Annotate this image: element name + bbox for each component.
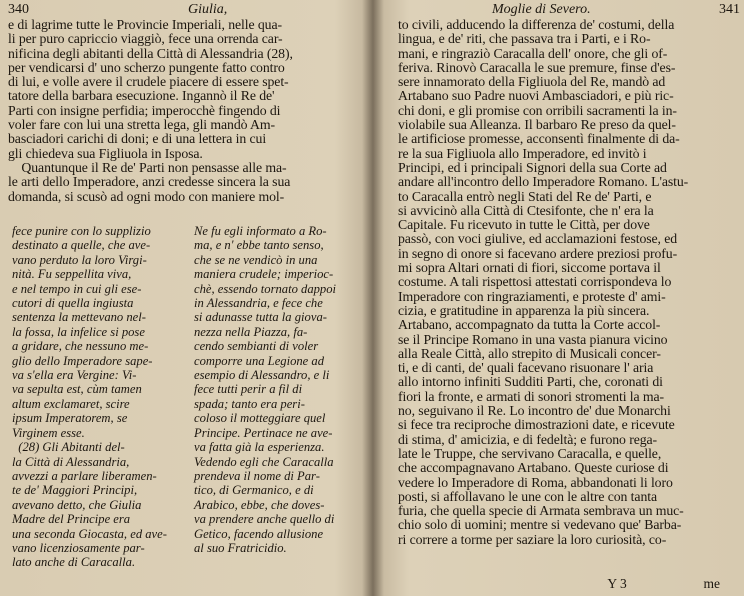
left-page-number: 340 xyxy=(8,2,29,17)
left-footnote-column-2: Ne fu egli informato a Ro- ma, e n' ebbe tanto senso, che se ne vendicò in una maniera crudele; imperioc- chè, essendo tornato dappoi in Alessandria, e fece che si adunasse tutta la giova- nezza nella Piazza, fa- cendo sembianti di voler comporre una Legione ad esempio di Alessandro, e li fece tutti perir a fil di spada; tanto era peri- coloso il motteggiare quel Principe. Pertinace ne ave- va fatta già la esperienza. Vedendo egli che Caracalla prendeva il nome di Par- tico, di Germanico, e di Arabico, ebbe, che doves- va prendere anche quello di Getico, facendo allusione al suo Fratricidio. xyxy=(194,224,337,555)
signature-mark: Y 3 xyxy=(607,576,627,591)
right-page-number: 341 xyxy=(719,2,740,17)
left-running-head xyxy=(8,2,358,18)
right-page xyxy=(380,0,744,596)
catchword: me xyxy=(703,576,720,591)
left-body-text: e di lagrime tutte le Provincie Imperiali, nelle qua- li per puro capriccio viaggiò, fece una orrenda car- nificina degli abitanti della Città di Alessandria (28), per vendicarsi d' uno scherzo pungente fatto contro di lui, e volle avere il crudele piacere di essere spet- tatore della barbara esecuzione. Ingannò il Re de' Parti con insigne perfidia; imperocchè fingendo di voler fare con lui una stretta lega, gli mandò Am- basciadori carichi di doni; e di una lettera in cui gli chiedeva sua Figliuola in Isposa. Quantunque il Re de' Parti non pensasse alle ma- le arti dello Imperadore, anzi credesse sincera la sua domanda, si scusò ad ogni modo con maniere mol- xyxy=(8,17,293,204)
left-page xyxy=(0,0,366,596)
right-running-title: Moglie di Severo. xyxy=(492,2,591,17)
page-footer xyxy=(607,576,720,592)
left-footnote-column-1: fece punire con lo supplizio destinato a quelle, che ave- vano perduto la loro Virgi- nità. Fu seppellita viva, e nel tempo in cui gli ese- cutori di quella ingiusta sentenza la mettevano nel- la fossa, la infelice si pose a gridare, che nessuno me- glio dello Imperadore sape- va s'ella era Vergine: Vi- va sepulta est, cùm tamen altum exclamaret, scire ipsum Imperatorem, se Virginem esse. (28) Gli Abitanti del- la Città di Alessandria, avvezzi a parlare liberamen- te de' Maggiori Principi, avevano detto, che Giulia Madre del Principe era una seconda Giocasta, ed ave- vano licenziosamente par- lato anche di Caracalla. xyxy=(12,224,167,570)
right-running-head xyxy=(380,2,740,18)
left-running-title: Giulia, xyxy=(188,2,228,17)
right-body-text: to civili, adducendo la differenza de' costumi, della lingua, e de' riti, che passava tra i Parti, e i Ro- mani, e ringraziò Caracalla dell' onore, che gli of- feriva. Rinovò Caracalla le sue premure, finse d'es- sere innamorato della Figliuola del Re, mandò ad Artabano suo Padre nuovi Ambasciadori, e più ric- chi doni, e gli promise con orribili sacramenti la in- violabile sua Alleanza. Il barbaro Re preso da quel- le artificiose promesse, acconsentì finalmente di da- re la sua Figliuola allo Imperadore, ed invitò i Principi, ed i principali Signori della sua Corte ad andare all'incontro dello Imperadore Romano. L'astu- to Caracalla entrò negli Stati del Re de' Parti, e si avvicinò alla Città di Ctesifonte, che n' era la Capitale. Fu ricevuto in tutte le Città, per dove passò, con voci giulive, ed acclamazioni festose, ed in segno di onore si facevano ardere preziosi profu- mi sopra Altari ornati di fiori, siccome portava il costume. A tali rispettosi attestati corrispondeva lo Imperadore con ringraziamenti, e proteste d' ami- cizia, e gratitudine in apparenza la più sincera. Artabano, accompagnato da tutta la Corte accol- se il Principe Romano in una vasta pianura vicino alla Reale Città, allo strepito di Musicali concer- ti, e di canti, de' quali facevano risuonare l' aria allo intorno infiniti Sudditi Parti, che, coronati di fiori la fronte, e armati di sonori stromenti la ma- no, seguivano il Re. Lo incontro de' due Monarchi si fece tra reciproche dimostrazioni date, e ricevute di stima, d' amicizia, e di fedeltà; e furono rega- late le Truppe, che servivano Caracalla, e quelle, che accompagnavano Artabano. Queste curiose di vedere lo Imperadore di Roma, abbandonati li loro posti, si affollavano le une con le altre con tanta furia, che quella specie di Armata sembrava un muc- chio solo di uomini; mentre si vedevano que' Barba- ri correre a torme per saziare la loro curiosità, co- xyxy=(398,17,689,547)
